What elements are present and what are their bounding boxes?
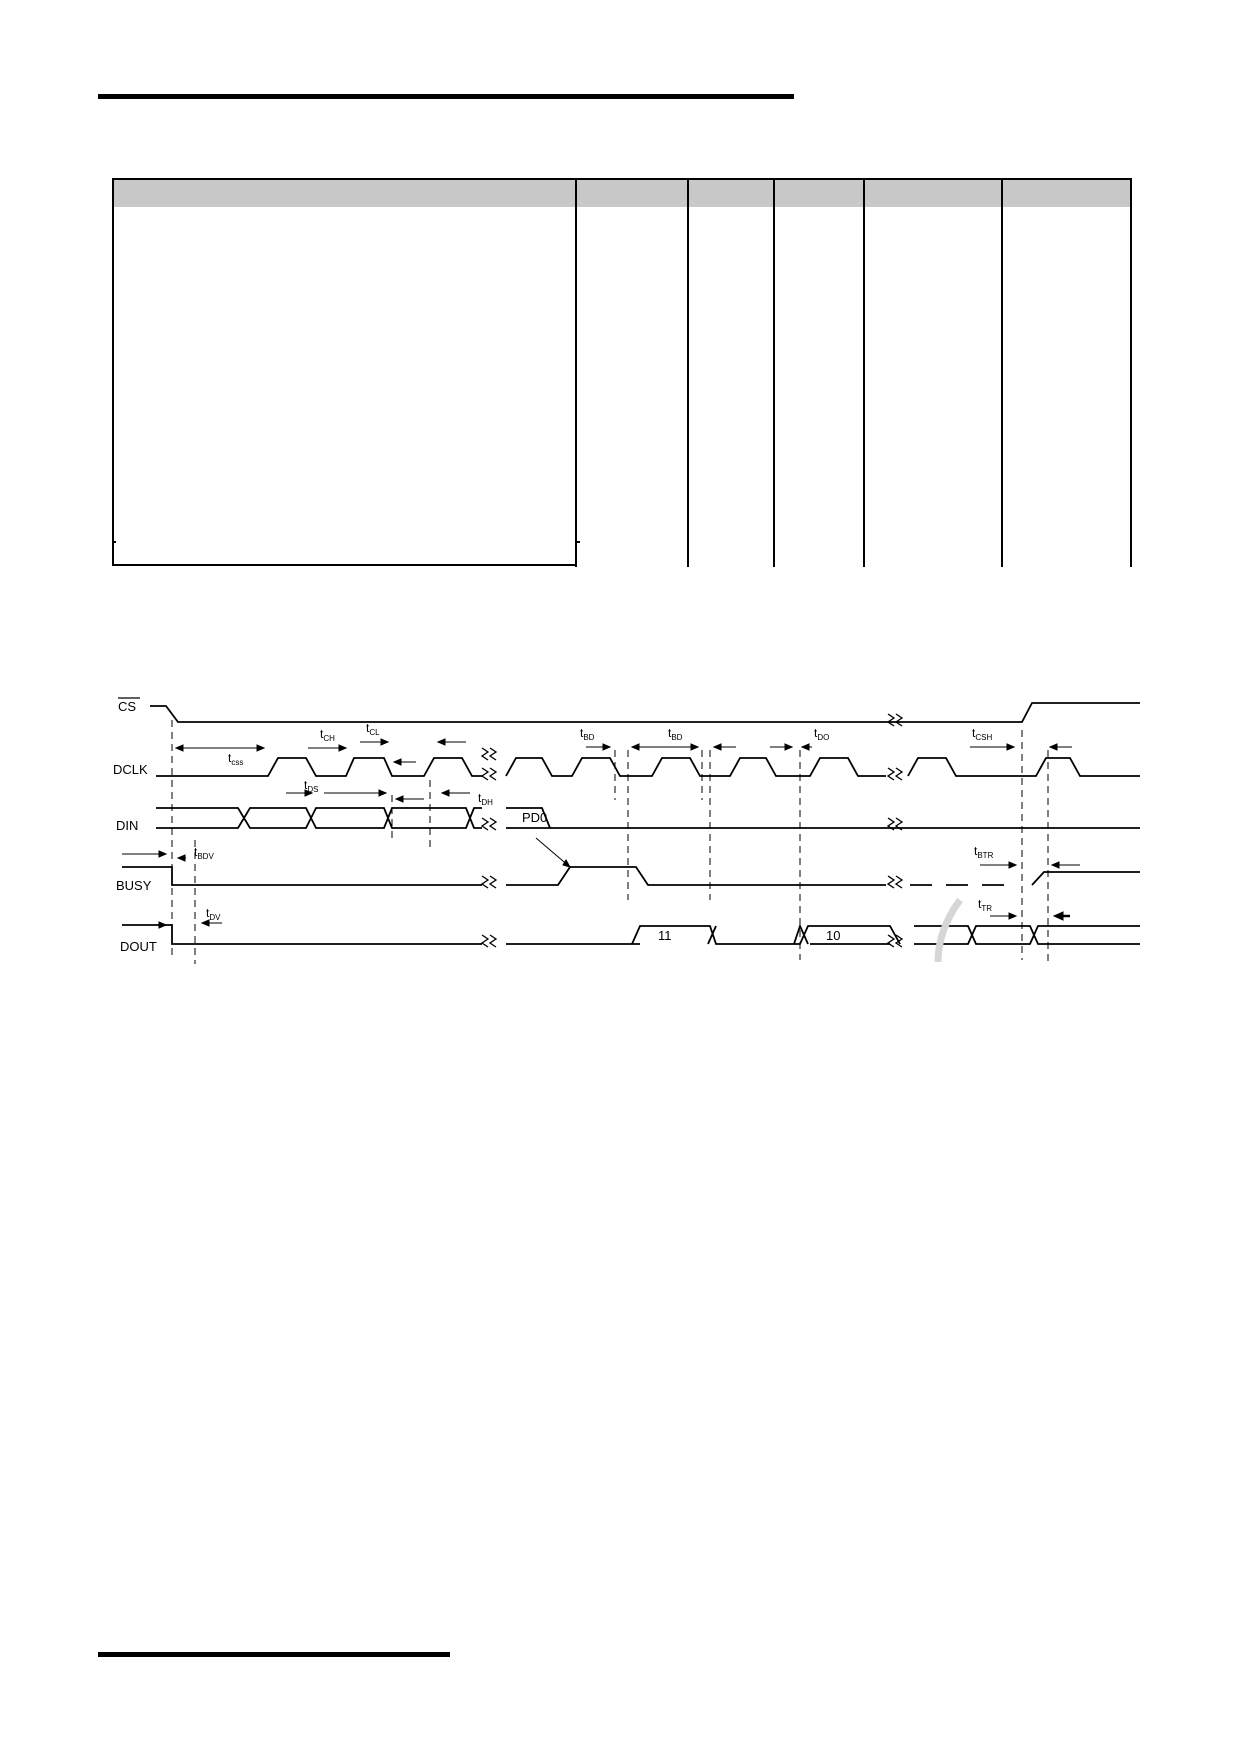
signal-label-busy: BUSY [116, 878, 152, 893]
label-tcsh: $t_{CSH}$ [972, 726, 993, 742]
spec-table [112, 178, 1132, 567]
label-tcl: $t_{CL}$ [366, 721, 380, 737]
label-tdv: $t_{DV}$ [206, 906, 221, 922]
signal-label-dout: DOUT [120, 939, 157, 954]
label-tcss: $t_{css}$ [228, 751, 244, 767]
dclk-waveform [156, 758, 1140, 776]
label-bit-10: 10 [826, 928, 841, 943]
label-pd0: PD0 [522, 810, 548, 825]
label-tch: $t_{CH}$ [320, 727, 335, 743]
reference-lines [172, 720, 1048, 964]
label-ttr: $t_{TR}$ [978, 897, 993, 913]
footer-rule [98, 1652, 450, 1657]
scan-artifact [938, 900, 960, 962]
label-tbd-2: $t_{BD}$ [668, 726, 683, 742]
label-bit-11: 11 [658, 928, 672, 943]
cs-waveform [150, 703, 1140, 722]
dout-waveform [122, 925, 1140, 944]
label-tds: $t_{DS}$ [304, 778, 319, 794]
label-tbtr: $t_{BTR}$ [974, 844, 994, 860]
label-tdo: $t_{DO}$ [814, 726, 830, 742]
timing-diagram [110, 690, 1140, 970]
header-rule [98, 94, 794, 99]
signal-label-dclk: DCLK [113, 762, 148, 777]
signal-label-cs: CS [118, 699, 137, 714]
table-header-row [112, 178, 1132, 207]
label-tbd-1: $t_{BD}$ [580, 726, 595, 742]
timing-arrows [122, 739, 1080, 928]
signal-label-din: DIN [116, 818, 139, 833]
label-tbdv: $t_{BDV}$ [194, 845, 214, 861]
din-waveform [156, 808, 1140, 828]
busy-waveform [122, 867, 886, 885]
label-tdh: $t_{DH}$ [478, 791, 493, 807]
